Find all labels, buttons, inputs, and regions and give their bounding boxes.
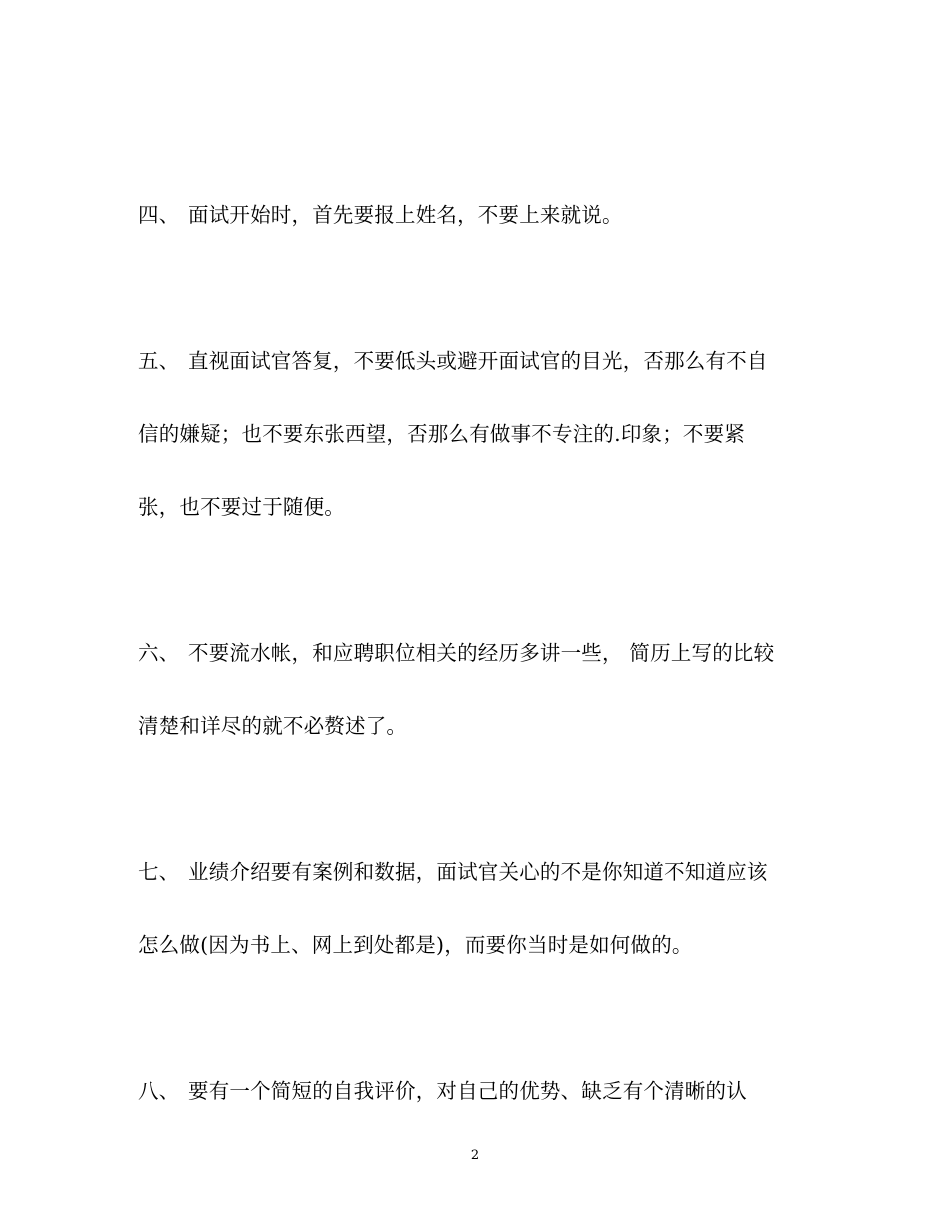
item-text: 直视面试官答复，不要低头或避开面试官的目光，否那么有不自 (188, 349, 768, 373)
item-text: 业绩介绍要有案例和数据，面试官关心的不是你知道不知道应该 (188, 860, 768, 884)
item-number: 七、 (138, 860, 180, 884)
item-text: 张，也不要过于随便。 (138, 495, 345, 519)
item-text: 怎么做(因为书上、网上到处都是)，而要你当时是如何做的。 (138, 933, 693, 957)
item-text: 面试开始时，首先要报上姓名，不要上来就说。 (188, 203, 623, 227)
item-text: 信的嫌疑；也不要东张西望，否那么有做事不专注的.印象；不要紧 (138, 422, 746, 446)
item-text: 清楚和详尽的就不必赘述了。 (138, 714, 408, 738)
item-number: 八、 (138, 1079, 180, 1103)
page-number: 2 (470, 1148, 480, 1163)
item-number: 五、 (138, 349, 180, 373)
paragraph-line (138, 859, 818, 885)
paragraph-line (138, 348, 818, 374)
paragraph-line (138, 202, 818, 228)
item-number: 六、 (138, 641, 180, 665)
item-text: 要有一个简短的自我评价，对自己的优势、缺乏有个清晰的认 (188, 1079, 747, 1103)
item-number: 四、 (138, 203, 180, 227)
item-text: 不要流水帐，和应聘职位相关的经历多讲一些， 简历上写的比较 (188, 641, 775, 665)
paragraph-line (138, 421, 818, 447)
paragraph-line (138, 494, 818, 520)
paragraph-line (138, 713, 818, 739)
paragraph-line (138, 1078, 818, 1104)
paragraph-line (138, 932, 818, 958)
paragraph-line (138, 640, 818, 666)
